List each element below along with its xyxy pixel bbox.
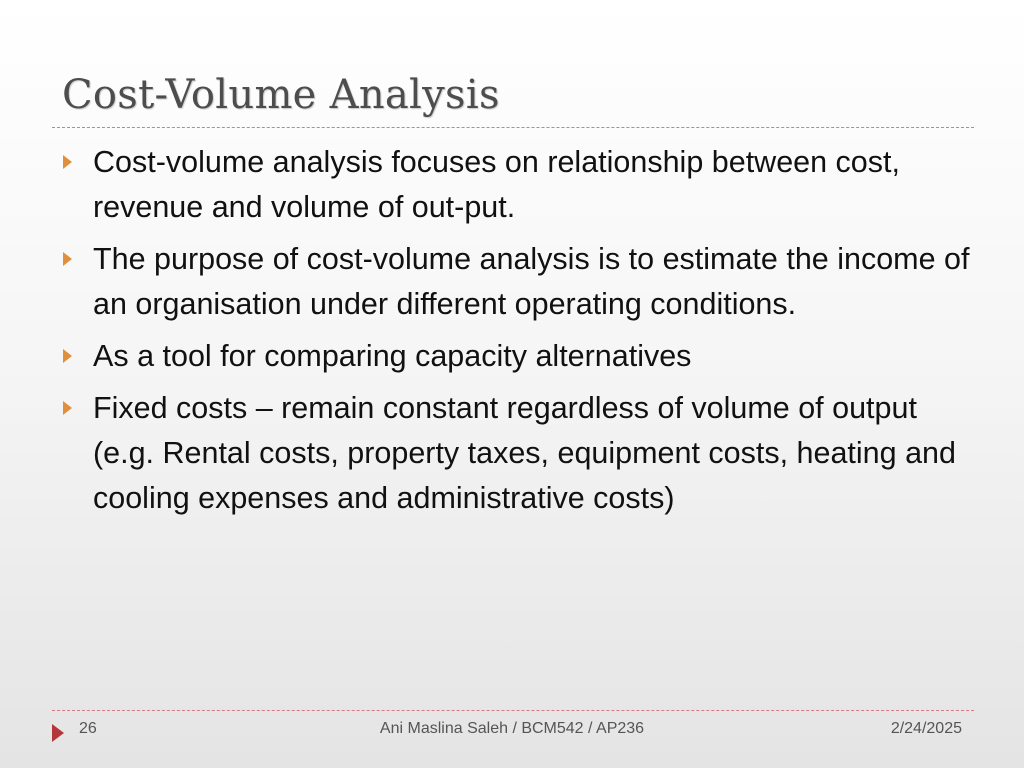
bullet-arrow-icon bbox=[63, 155, 72, 169]
bullet-text: As a tool for comparing capacity alternatives bbox=[93, 339, 692, 373]
bullet-item bbox=[60, 237, 970, 327]
bullet-text: Cost-volume analysis focuses on relationship between cost, revenue and volume of out-put. bbox=[93, 145, 900, 224]
bullet-item bbox=[60, 140, 970, 230]
bullet-text: The purpose of cost-volume analysis is to estimate the income of an organisation under different operating conditions. bbox=[93, 242, 970, 321]
footer-text: Ani Maslina Saleh / BCM542 / AP236 bbox=[379, 720, 645, 737]
footer-date: 2/24/2025 bbox=[890, 720, 962, 737]
slide-number: 26 bbox=[79, 720, 97, 737]
bullet-arrow-icon bbox=[63, 401, 72, 415]
title-divider bbox=[52, 127, 974, 128]
slide-title: Cost-Volume Analysis bbox=[62, 72, 500, 118]
bullet-arrow-icon bbox=[63, 252, 72, 266]
bullet-list bbox=[60, 140, 970, 528]
bullet-text: Fixed costs – remain constant regardless of volume of output (e.g. Rental costs, property taxes, equipment costs, heating and cooling expenses and administrative costs) bbox=[93, 391, 956, 515]
bullet-arrow-icon bbox=[63, 349, 72, 363]
bullet-item bbox=[60, 386, 970, 521]
footer-divider bbox=[52, 710, 974, 711]
bullet-item bbox=[60, 334, 970, 379]
